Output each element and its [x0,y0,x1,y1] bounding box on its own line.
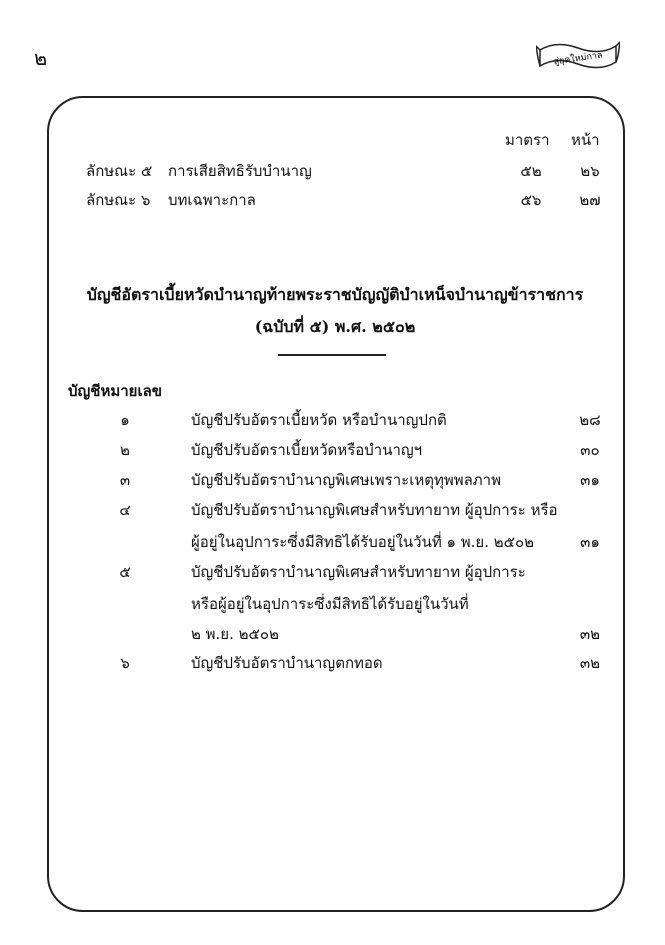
schedule-page: ๓๑ [580,471,600,489]
toc-row-title: การเสียสิทธิรับบำนาญ [168,162,312,180]
schedule-description-continued: หรือผู้อยู่ในอุปการะซึ่งมีสิทธิได้รับอยู่ในวันที่ [191,595,469,613]
schedule-description: บัญชีปรับอัตราบำนาญพิเศษสำหรับทายาท ผู้อุปการะ [191,563,526,581]
schedule-page: ๓๐ [580,441,600,459]
toc-row-section: ๕๒ [520,162,542,180]
toc-header-page: หน้า [571,131,600,149]
scroll-banner-logo [536,36,620,76]
schedule-description-continued: ผู้อยู่ในอุปการะซึ่งมีสิทธิได้รับอยู่ในวันที่ ๑ พ.ย. ๒๕๐๒ [191,533,535,551]
logo-text: สู่ยุคใหม่กาล [553,50,604,68]
schedule-number: ๕ [119,563,131,581]
schedule-number: ๓ [119,471,131,489]
schedule-number: ๖ [120,654,130,672]
schedule-description: บัญชีปรับอัตราเบี้ยหวัด หรือบำนาญปกติ [191,411,447,429]
schedule-description: บัญชีปรับอัตราบำนาญพิเศษเพราะเหตุทุพพลภาพ [191,471,501,489]
schedule-number: ๒ [120,441,130,459]
schedule-page: ๒๘ [579,411,601,429]
heading-underline [278,354,386,356]
schedule-description: บัญชีปรับอัตราบำนาญตกทอด [191,654,383,672]
schedule-description: บัญชีปรับอัตราเบี้ยหวัดหรือบำนาญฯ [191,441,423,459]
list-title: บัญชีหมายเลข [68,382,163,400]
schedule-number: ๔ [119,501,131,519]
toc-row-title: บทเฉพาะกาล [168,191,256,209]
schedule-description: บัญชีปรับอัตราบำนาญพิเศษสำหรับทายาท ผู้อุปการะ หรือ [191,501,558,519]
heading-line-1: บัญชีอัตราเบี้ยหวัดบำนาญท้ายพระราชบัญญัติบำเหน็จบำนาญข้าราชการ [86,285,584,304]
toc-row-chapter: ลักษณะ ๖ [86,191,151,209]
toc-row-chapter: ลักษณะ ๕ [86,162,153,180]
schedule-page: ๓๒ [579,654,601,672]
toc-row-section: ๕๖ [520,191,542,209]
toc-header-section: มาตรา [505,131,550,149]
schedule-description-continued: ๒ พ.ย. ๒๕๐๒ [191,625,279,643]
page-number: ๒ [34,46,48,70]
heading-line-2: (ฉบับที่ ๕) พ.ศ. ๒๕๐๒ [254,317,416,336]
schedule-number: ๑ [120,411,130,429]
toc-row-page: ๒๗ [579,191,601,209]
schedule-page: ๓๒ [579,625,601,643]
schedule-page: ๓๑ [580,533,600,551]
toc-row-page: ๒๖ [580,162,600,180]
